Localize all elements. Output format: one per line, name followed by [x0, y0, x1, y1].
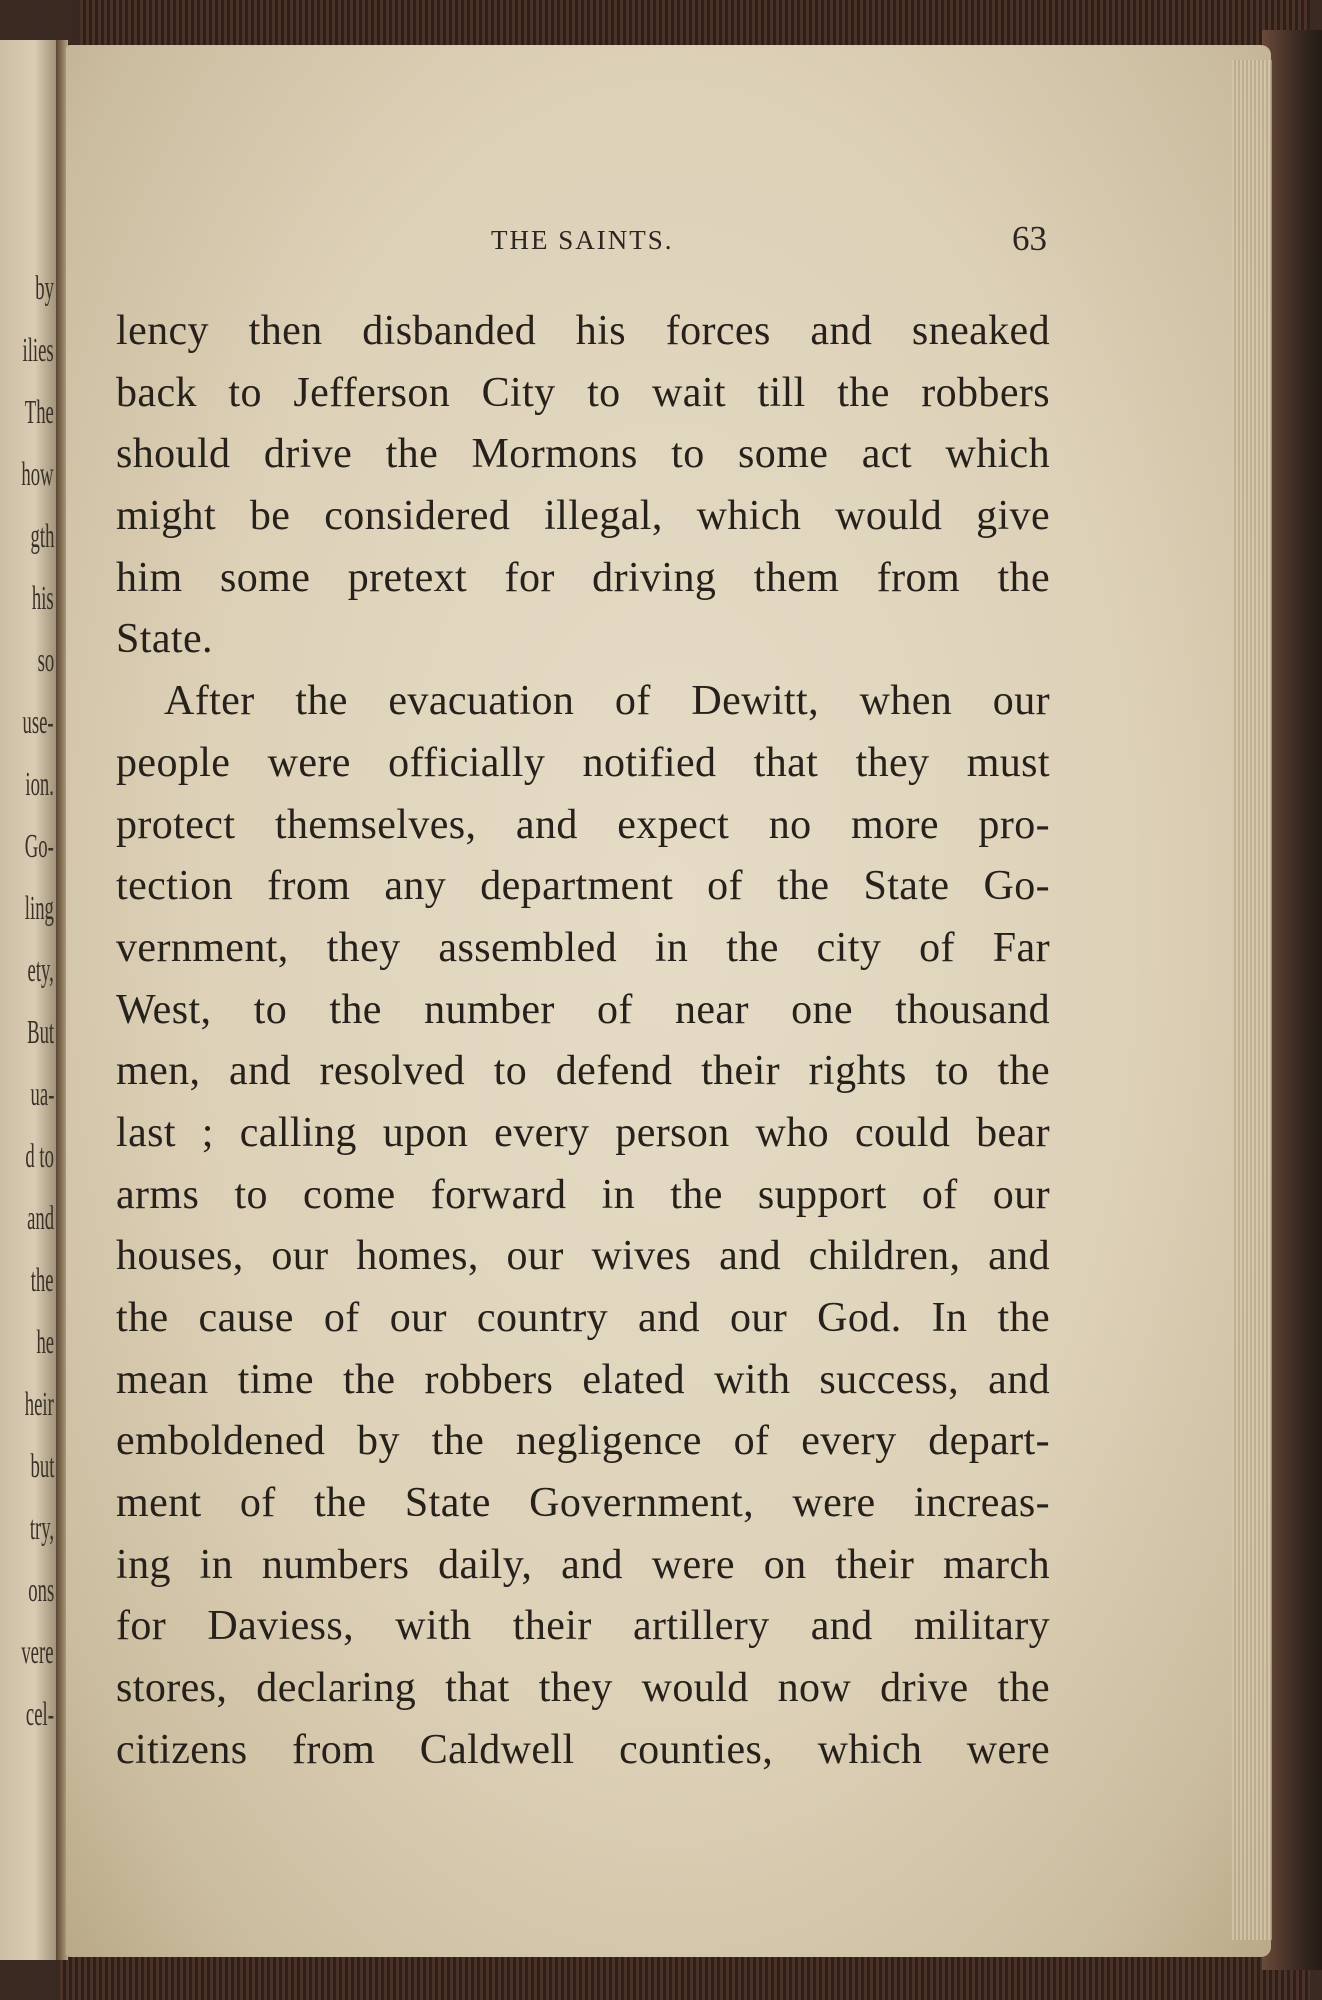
body-text — [116, 301, 1116, 1782]
text-line: houses, our homes, our wives and children, and — [116, 1233, 1050, 1280]
previous-page-fragment: but — [30, 1448, 54, 1485]
text-line: for Daviess, with their artillery and military — [116, 1603, 1050, 1650]
previous-page-fragment: But — [26, 1014, 54, 1051]
previous-page-fragment: the — [31, 1262, 54, 1299]
running-head-title: THE SAINTS. — [491, 225, 674, 255]
text-line: emboldened by the negligence of every depart- — [116, 1418, 1050, 1465]
text-line: lency then disbanded his forces and sneaked — [116, 308, 1050, 354]
previous-page-fragment: so — [37, 642, 54, 679]
previous-page-fragment: and — [26, 1200, 54, 1237]
previous-page-fragment: his — [32, 580, 54, 617]
page-number: 63 — [1012, 219, 1047, 258]
text-line: the cause of our country and our God. In the — [116, 1295, 1050, 1341]
previous-page-fragment: ety, — [27, 952, 54, 989]
text-line: West, to the number of near one thousand — [116, 986, 1050, 1033]
previous-page-fragment: d to — [25, 1138, 54, 1175]
previous-page-fragment: cel- — [25, 1696, 54, 1733]
text-line: might be considered illegal, which would give — [116, 493, 1050, 540]
text-line: ing in numbers daily, and were on their march — [116, 1541, 1050, 1588]
text-line: back to Jefferson City to wait till the robbers — [116, 369, 1050, 416]
text-line: State. — [116, 616, 213, 663]
previous-page-fragment: how — [21, 456, 54, 493]
previous-page-fragment: ilies — [22, 332, 54, 369]
previous-page-fragment: The — [24, 394, 54, 431]
text-line: After the evacuation of Dewitt, when our — [164, 678, 1050, 725]
previous-page-fragment: use- — [22, 704, 54, 741]
previous-page-fragment: Go- — [24, 828, 54, 865]
previous-page-fragment: he — [36, 1324, 54, 1361]
page-stack-edge — [1232, 60, 1272, 1940]
cover-cloth-bottom — [60, 1955, 1310, 2000]
text-line: ment of the State Government, were increas- — [116, 1480, 1050, 1527]
book-page — [66, 45, 1271, 1957]
text-line: vernment, they assembled in the city of Far — [116, 924, 1050, 971]
previous-page-fragment: ons — [28, 1572, 54, 1609]
text-line: men, and resolved to defend their rights to the — [116, 1048, 1050, 1095]
previous-page-fragment: gth — [30, 518, 54, 555]
text-line: tection from any department of the State Go- — [116, 863, 1050, 910]
previous-page-fragment: ion. — [25, 766, 54, 803]
running-head — [66, 219, 1271, 275]
text-line: last ; calling upon every person who could bear — [116, 1109, 1050, 1156]
text-line: him some pretext for driving them from the — [116, 554, 1050, 601]
text-line: stores, declaring that they would now drive the — [116, 1665, 1050, 1712]
text-line: arms to come forward in the support of our — [116, 1171, 1050, 1218]
previous-page-edge — [0, 40, 58, 1960]
text-line: protect themselves, and expect no more pro- — [116, 801, 1050, 848]
text-line: mean time the robbers elated with success, and — [116, 1356, 1050, 1403]
text-line: citizens from Caldwell counties, which were — [116, 1726, 1050, 1773]
previous-page-fragment: try, — [29, 1510, 54, 1547]
text-line: should drive the Mormons to some act which — [116, 431, 1050, 478]
previous-page-fragment: ua- — [30, 1076, 54, 1113]
previous-page-fragment: by — [35, 270, 54, 307]
previous-page-fragment: vere — [21, 1634, 54, 1671]
previous-page-fragment: heir — [24, 1386, 54, 1423]
previous-page-fragment: ling — [24, 890, 54, 927]
text-line: people were officially notified that they must — [116, 739, 1050, 786]
